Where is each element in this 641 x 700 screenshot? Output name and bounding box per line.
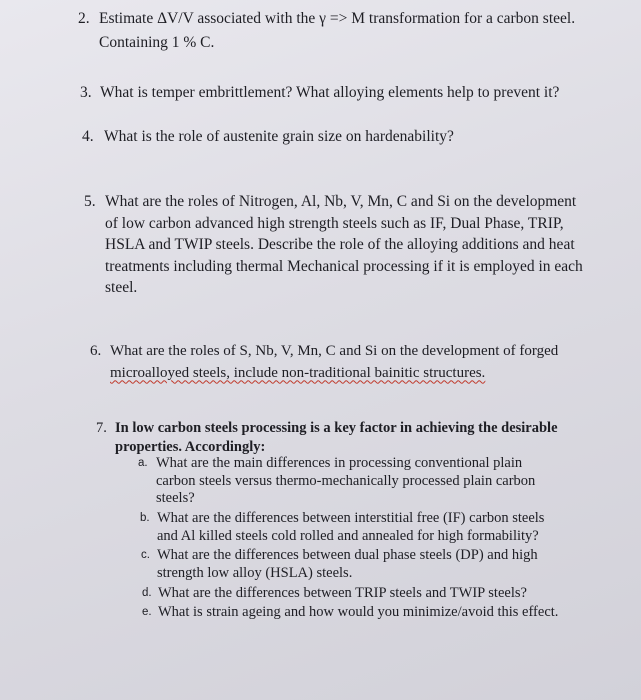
question-text-line: of low carbon advanced high strength steels such as IF, Dual Phase, TRIP, — [105, 214, 564, 232]
question-6 — [90, 341, 558, 384]
subquestion-text-line: What are the main differences in processing conventional plain — [156, 455, 523, 471]
question-text-line: steel. — [105, 279, 138, 297]
subquestion-b — [140, 510, 544, 545]
subquestion-text-line: and Al killed steels cold rolled and annealed for high formability? — [157, 527, 539, 544]
subquestion-letter: c. — [141, 549, 150, 561]
question-text-line: HSLA and TWIP steels. Describe the role of the alloying additions and heat — [105, 236, 575, 254]
question-2 — [78, 8, 575, 53]
question-text-line: Estimate ΔV/V associated with the γ => M transformation for a carbon steel. — [99, 10, 576, 27]
subquestion-letter: b. — [140, 512, 150, 524]
question-text-line: What is temper embrittlement? What alloying elements help to prevent it? — [100, 84, 560, 101]
question-text-line: What are the roles of S, Nb, V, Mn, C and Si on the development of forged — [110, 343, 559, 359]
subquestion-text-line: carbon steels versus thermo-mechanically processed plain carbon — [156, 472, 536, 489]
question-5 — [84, 191, 583, 299]
subquestion-letter: e. — [142, 606, 152, 618]
question-text-line: What is the role of austenite grain size on hardenability? — [104, 128, 454, 145]
subquestion-text-line: steels? — [156, 490, 195, 506]
subquestion-c — [141, 547, 538, 582]
question-4 — [82, 126, 454, 148]
question-number: 5. — [84, 193, 96, 210]
question-text-line: What are the roles of Nitrogen, Al, Nb, V, Mn, C and Si on the development — [105, 193, 577, 210]
subquestion-e — [142, 604, 558, 622]
question-7 — [96, 419, 558, 457]
subquestion-text-line: What are the differences between dual phase steels (DP) and high — [157, 547, 538, 563]
question-text-line: Containing 1 % C. — [99, 33, 215, 51]
subquestion-a — [138, 455, 535, 508]
question-number: 4. — [82, 128, 94, 145]
subquestion-d — [142, 585, 527, 603]
question-number: 2. — [78, 10, 90, 27]
question-number: 7. — [96, 420, 107, 436]
question-text-line: In low carbon steels processing is a key factor in achieving the desirable — [115, 420, 558, 436]
subquestion-text-line: strength low alloy (HSLA) steels. — [157, 564, 353, 581]
question-text-line: properties. Accordingly: — [115, 439, 266, 455]
subquestion-text-line: What are the differences between interstitial free (IF) carbon steels — [157, 510, 545, 526]
subquestion-text-line: What are the differences between TRIP steels and TWIP steels? — [158, 585, 527, 601]
subquestion-letter: d. — [142, 587, 152, 599]
question-number: 3. — [80, 84, 92, 101]
question-3 — [80, 82, 559, 104]
question-text-line: treatments including thermal Mechanical processing if it is employed in each — [105, 257, 583, 275]
subquestion-letter: a. — [138, 457, 148, 469]
question-number: 6. — [90, 343, 102, 359]
subquestion-text-line: What is strain ageing and how would you minimize/avoid this effect. — [158, 604, 559, 620]
question-text-line: microalloyed steels, include non-traditional bainitic structures. — [110, 364, 486, 381]
